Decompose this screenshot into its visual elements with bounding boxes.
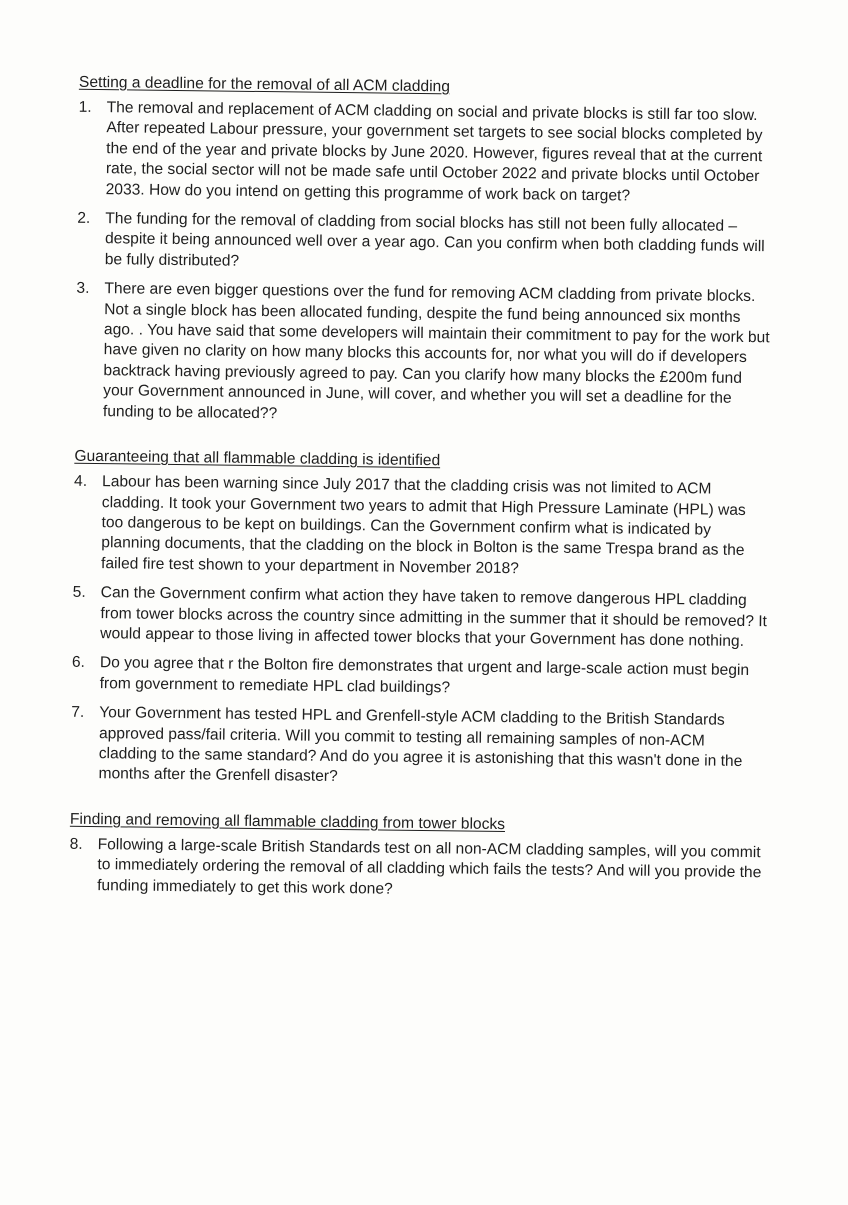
question-text: Can the Government confirm what action they have taken to remove dangerous HPL cladding from tower blocks across the country since admitting in the summer that it should be removed? It would appear to those living in affected tower blocks that your Government has done nothing. — [100, 584, 768, 650]
section-heading: Guaranteeing that all flammable cladding is identified — [74, 447, 441, 470]
question-number: 7. — [71, 703, 85, 722]
question-text: Following a large-scale British Standards test on all non-ACM cladding samples, will you commit to immediately ordering the removal of all cladding which fails the tests? And will you provide the funding immediately to get this work done? — [97, 835, 762, 898]
question-item — [71, 653, 767, 702]
question-number: 5. — [72, 583, 86, 602]
question-number: 1. — [78, 98, 92, 116]
question-item — [78, 98, 775, 209]
question-item — [69, 835, 766, 905]
question-number: 2. — [77, 209, 91, 227]
question-item — [75, 279, 773, 430]
question-text: There are even bigger questions over the fund for removing ACM cladding from private blocks. Not a single block has been allocated funding, despite the fund being announced six months ago. . You have said that some developers will maintain their commitment to pay for the work but have given no clarity on how many blocks this accounts for, nor what you will do if developers backtrack having previously agreed to pay. Can you clarify how many blocks the £200m fund your Government announced in June, will cover, and whether you will set a deadline for the funding to be allocated?? — [102, 280, 770, 422]
question-number: 3. — [76, 280, 90, 298]
section-flammable-identified — [70, 446, 770, 793]
question-number: 8. — [69, 835, 83, 853]
question-number: 6. — [71, 654, 85, 672]
question-item — [72, 583, 769, 653]
section-acm-deadline — [75, 72, 775, 431]
question-number: 4. — [73, 472, 88, 491]
question-list — [70, 472, 770, 793]
section-heading: Finding and removing all flammable cladding from tower blocks — [69, 810, 506, 833]
question-list — [75, 98, 775, 431]
question-item — [70, 703, 767, 793]
question-text: The funding for the removal of cladding from social blocks has still not been fully allocated – despite it being announced well over a year ago. Can you confirm when both cladding funds will be fully distributed? — [104, 210, 765, 270]
question-list — [69, 835, 766, 905]
question-item — [77, 209, 774, 279]
question-text: Do you agree that r the Bolton fire demonstrates that urgent and large-scale action must begin from government to remediate HPL clad buildings? — [99, 654, 750, 697]
question-text: The removal and replacement of ACM cladding on social and private blocks is still far too slow. After repeated Labour pressure, your government set targets to see social blocks completed by the end of the year and private blocks by June 2020. However, figures reveal that at the current rate, the social sector will not be made safe until October 2022 and private blocks until October 2033. How do you intend on getting this programme of work back on target? — [105, 99, 763, 205]
question-text: Labour has been warning since July 2017 that the cladding crisis was not limited to ACM cladding. It took your Government two years to admit that High Pressure Laminate (HPL) was too dangerous to be kept on buildings. Can the Government confirm what is indicated by planning documents, that the cladding on the block in Bolton is the same Trespa brand as the failed fire test shown to your department in November 2018? — [100, 473, 746, 577]
question-text: Your Government has tested HPL and Grenfell-style ACM cladding to the British Standards approved pass/fail criteria. Will you commit to testing all remaining samples of non-ACM cladding to the same standard? And do you agree it is astonishing that this wasn't done in the months after the Grenfell disaster? — [98, 704, 743, 786]
question-item — [73, 472, 770, 583]
section-heading: Setting a deadline for the removal of all ACM cladding — [78, 73, 451, 96]
section-removing-cladding — [69, 809, 766, 905]
